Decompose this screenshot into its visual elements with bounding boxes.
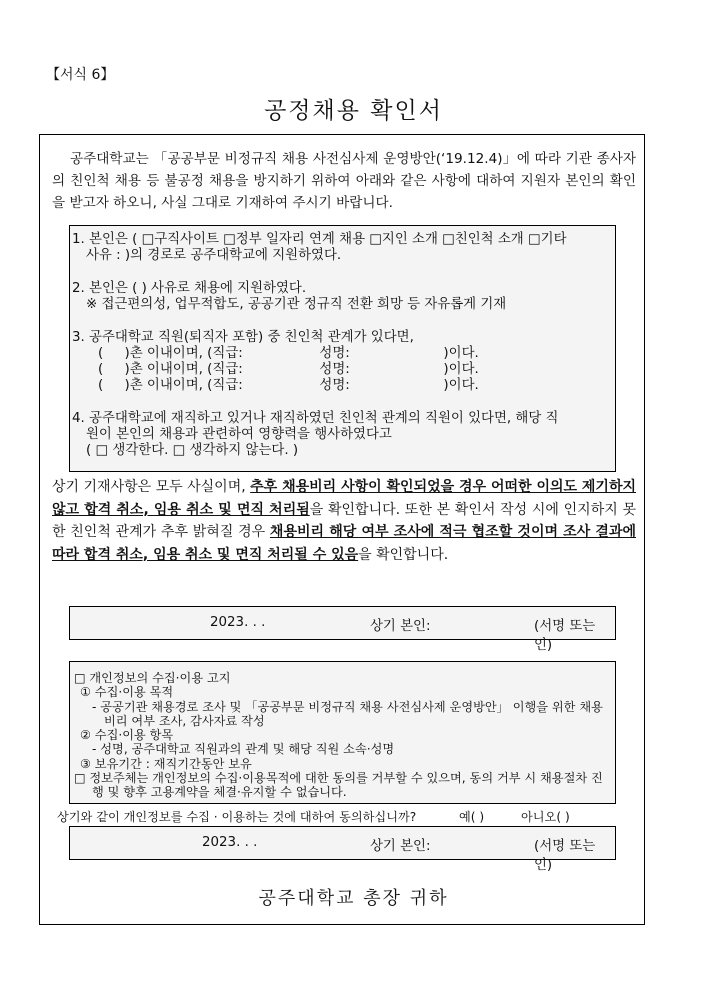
privacy-items-text: - 성명, 공주대학교 직원과의 관계 및 해당 직원 소속·성명 [92, 742, 395, 757]
form-number: 【서식 6】 [46, 67, 115, 83]
privacy-refusal-notice: □ 정보주체는 개인정보의 수집·이용목적에 대한 동의를 거부할 수 있으며, 동의 거부 시 채용절차 진 [74, 771, 603, 786]
consent-question-row [57, 808, 627, 825]
relative-row: ( )촌 이내이며, (직급: 성명: )이다. [98, 362, 479, 377]
question-4-line-1: 4. 공주대학교에 재직하고 있거나 재직하였던 친인척 관계의 직원이 있다면, 해당 직 [72, 411, 559, 426]
questions-box [69, 225, 616, 472]
question-4 [72, 411, 611, 459]
confirmation-text-1: 상기 기재사항은 모두 사실이며, [52, 479, 251, 495]
intro-text: 공주대학교는 「공공부문 비정규직 채용 사전심사제 운영방안(‘19.12.4)」에 따라 기관 종사자의 친인척 채용 등 불공정 채용을 방지하기 위하여 아래와 같은 사항에 대하여 지원자 본인의 확인을 받고자 하오니, 사실 그대로 기재하여 주시기 바랍니다. [52, 151, 636, 211]
relative-row: ( )촌 이내이며, (직급: 성명: )이다. [98, 378, 479, 393]
question-3-line-1: 3. 공주대학교 직원(퇴직자 포함) 중 친인척 관계가 있다면, [72, 330, 414, 345]
privacy-heading: □ 개인정보의 수집·이용 고지 [74, 671, 231, 685]
confirmation-text-2: 을 확인합니다. 또한 본 확인서 작성 시에 인지하지 못한 친인척 관계가 추후 밝혀질 경우 [52, 501, 636, 540]
privacy-retention: ③ 보유기간 : 재직기간동안 보유 [80, 756, 252, 771]
sign-date: 2023. . . [210, 615, 266, 630]
intro-paragraph [52, 148, 636, 214]
question-1-line-2: 사유 : )의 경로로 공주대학교에 지원하였다. [86, 248, 342, 263]
sign-date: 2023. . . [202, 835, 258, 850]
question-1-line-1: 1. 본인은 ( □구직사이트 □정부 일자리 연계 채용 □지인 소개 □친인척 소개 □기타 [72, 232, 567, 247]
consent-yes-option[interactable]: 예( ) [459, 810, 485, 824]
document-title: 공정채용 확인서 [264, 98, 443, 124]
consent-no-option[interactable]: 아니오( ) [521, 810, 570, 824]
question-2-note: ※ 접근편의성, 업무적합도, 공공기관 정규직 전환 희망 등 자유롭게 기재 [86, 297, 507, 312]
addressee: 공주대학교 총장 귀하 [258, 888, 449, 909]
question-4-line-2: 원이 본인의 채용과 관련하여 영향력을 행사하였다고 [86, 427, 392, 442]
privacy-purpose-heading: ① 수집·이용 목적 [80, 685, 174, 700]
question-2 [72, 281, 611, 313]
sign-person-label: 상기 본인: [370, 619, 431, 634]
confirmation-emphasis-1: 추후 채용비리 사항이 확인되었을 경우 어떠한 이의도 제기하지 않고 합격 취소, 임용 취소 및 면직 처리됨 [52, 479, 637, 518]
confirmation-emphasis-2: 채용비리 해당 여부 조사에 적극 협조할 것이며 조사 결과에 따라 합격 취소, 임용 취소 및 면직 처리될 수 있음 [52, 524, 636, 563]
signature-box-1 [69, 606, 616, 653]
privacy-refusal-notice-cont: 행 및 향후 고용계약을 체결·유지할 수 없습니다. [92, 785, 347, 800]
sign-signature-label: (서명 또는 인) [534, 619, 596, 653]
signature-box-2 [69, 826, 616, 873]
privacy-notice-box [69, 661, 616, 804]
sign-signature-label: (서명 또는 인) [534, 839, 596, 873]
confirmation-text-3: 을 확인합니다. [358, 546, 449, 563]
privacy-purpose-text-cont: 비리 여부 조사, 감사자료 작성 [104, 713, 265, 728]
question-1 [72, 232, 611, 264]
sign-person-label: 상기 본인: [370, 839, 431, 854]
relative-row: ( )촌 이내이며, (직급: 성명: )이다. [98, 346, 479, 361]
consent-question: 상기와 같이 개인정보를 수집 · 이용하는 것에 대하여 동의하십니까? [57, 810, 417, 824]
privacy-purpose-text: - 공공기관 채용경로 조사 및 「공공부문 비정규직 채용 사전심사제 운영방안」 이행을 위한 채용 [92, 699, 603, 714]
question-3 [72, 330, 611, 394]
privacy-items-heading: ② 수집·이용 항목 [80, 728, 174, 743]
question-2-line-1: 2. 본인은 ( ) 사유로 채용에 지원하였다. [72, 281, 307, 296]
confirmation-paragraph [52, 476, 636, 566]
question-4-options: ( □ 생각한다. □ 생각하지 않는다. ) [86, 443, 299, 458]
